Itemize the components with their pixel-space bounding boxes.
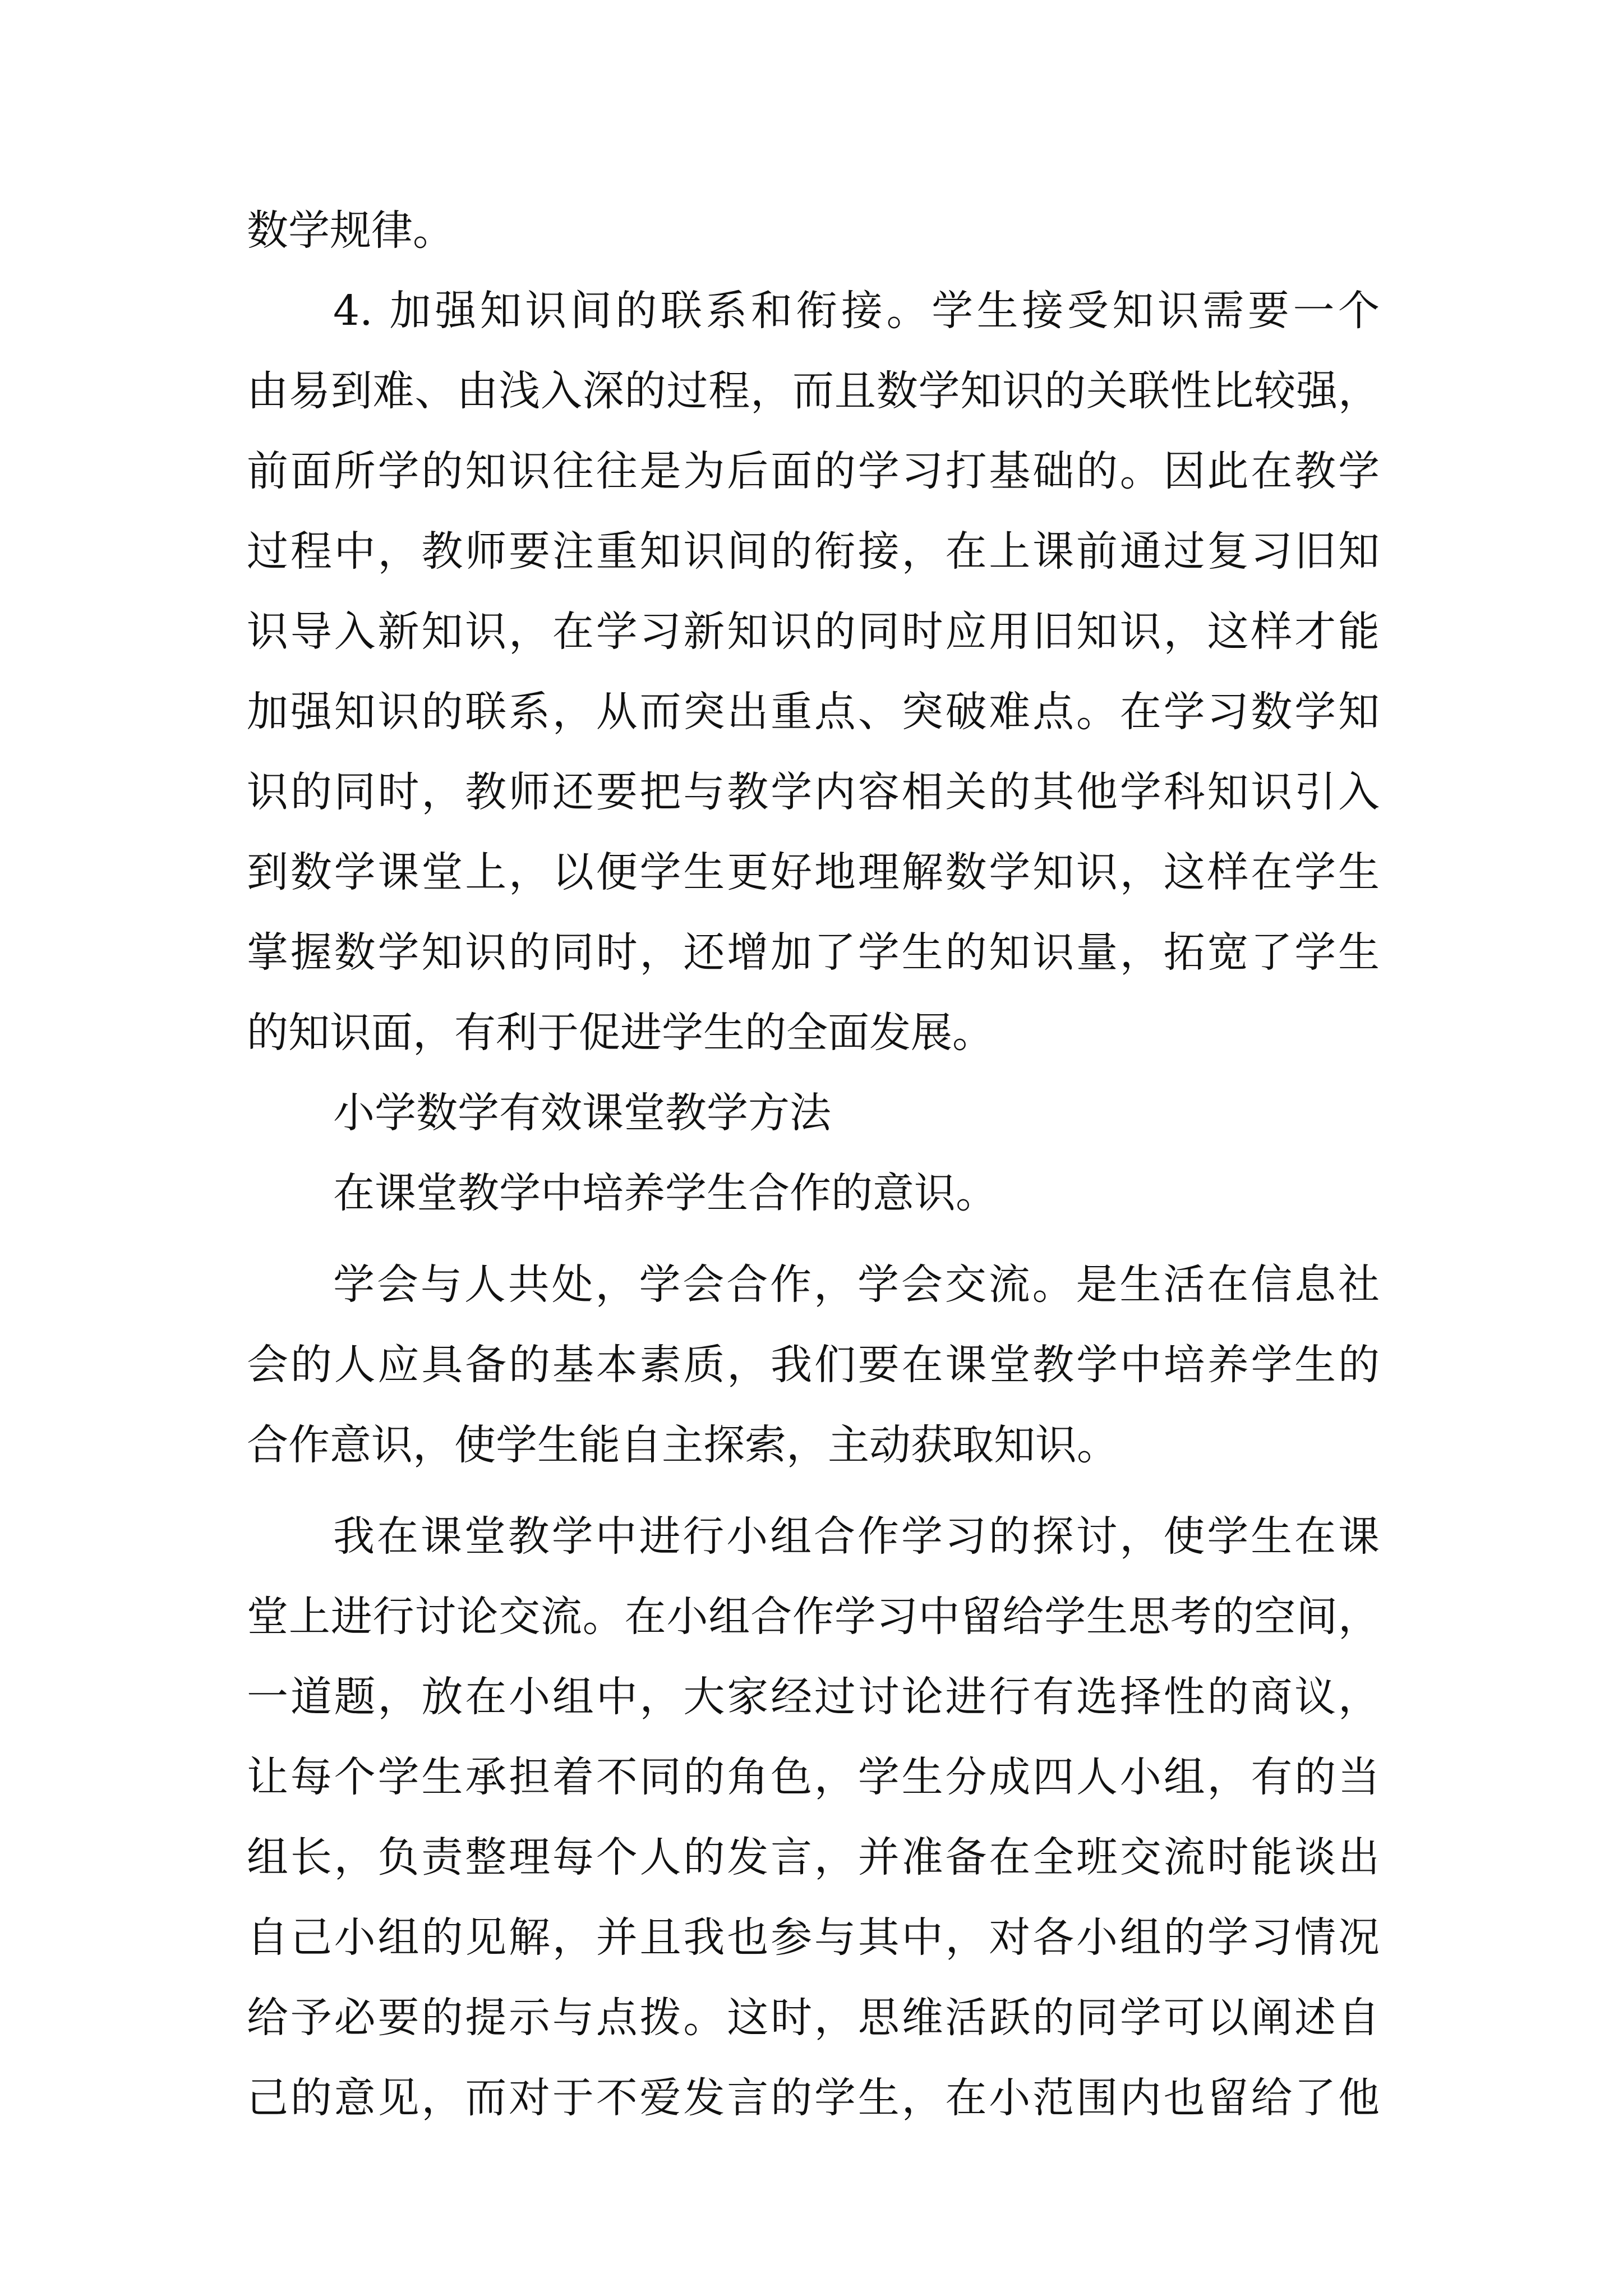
text-line: 加强知识的联系，从而突出重点、突破难点。在学习数学知 (247, 688, 1380, 736)
text-line: 的知识面，有利于促进学生的全面发展。 (247, 1009, 994, 1057)
text-line: 4. 加强知识间的联系和衔接。学生接受知识需要一个 (333, 287, 1380, 335)
text-line: 己的意见，而对于不爱发言的学生，在小范围内也留给了他 (247, 2074, 1380, 2122)
text-line: 数学规律。 (247, 206, 454, 255)
text-line: 让每个学生承担着不同的角色，学生分成四人小组，有的当 (247, 1753, 1380, 1801)
text-line: 前面所学的知识往往是为后面的学习打基础的。因此在教学 (247, 447, 1380, 495)
document-body (247, 191, 1380, 2138)
text-line: 给予必要的提示与点拨。这时，思维活跃的同学可以阐述自 (247, 1994, 1380, 2042)
text-line: 合作意识，使学生能自主探索，主动获取知识。 (247, 1421, 1118, 1469)
text-line: 掌握数学知识的同时，还增加了学生的知识量，拓宽了学生 (247, 928, 1380, 977)
section-heading: 小学数学有效课堂教学方法 (333, 1089, 831, 1137)
text-line: 识导入新知识，在学习新知识的同时应用旧知识，这样才能 (247, 608, 1380, 656)
text-line: 到数学课堂上，以便学生更好地理解数学知识，这样在学生 (247, 848, 1380, 896)
text-line: 堂上进行讨论交流。在小组合作学习中留给学生思考的空间， (247, 1593, 1380, 1641)
section-subheading: 在课堂教学中培养学生合作的意识。 (333, 1169, 997, 1217)
text-line: 由易到难、由浅入深的过程，而且数学知识的关联性比较强， (247, 367, 1380, 415)
text-line: 识的同时，教师还要把与教学内容相关的其他学科知识引入 (247, 768, 1380, 816)
text-line: 一道题，放在小组中，大家经过讨论进行有选择性的商议， (247, 1673, 1380, 1721)
text-line: 自己小组的见解，并且我也参与其中，对各小组的学习情况 (247, 1913, 1380, 1962)
text-line: 我在课堂教学中进行小组合作学习的探讨，使学生在课 (333, 1512, 1380, 1561)
text-line: 会的人应具备的基本素质，我们要在课堂教学中培养学生的 (247, 1341, 1380, 1389)
text-line: 过程中，教师要注重知识间的衔接，在上课前通过复习旧知 (247, 527, 1380, 576)
text-line: 学会与人共处，学会合作，学会交流。是生活在信息社 (333, 1260, 1380, 1309)
text-line: 组长，负责整理每个人的发言，并准备在全班交流时能谈出 (247, 1833, 1380, 1881)
